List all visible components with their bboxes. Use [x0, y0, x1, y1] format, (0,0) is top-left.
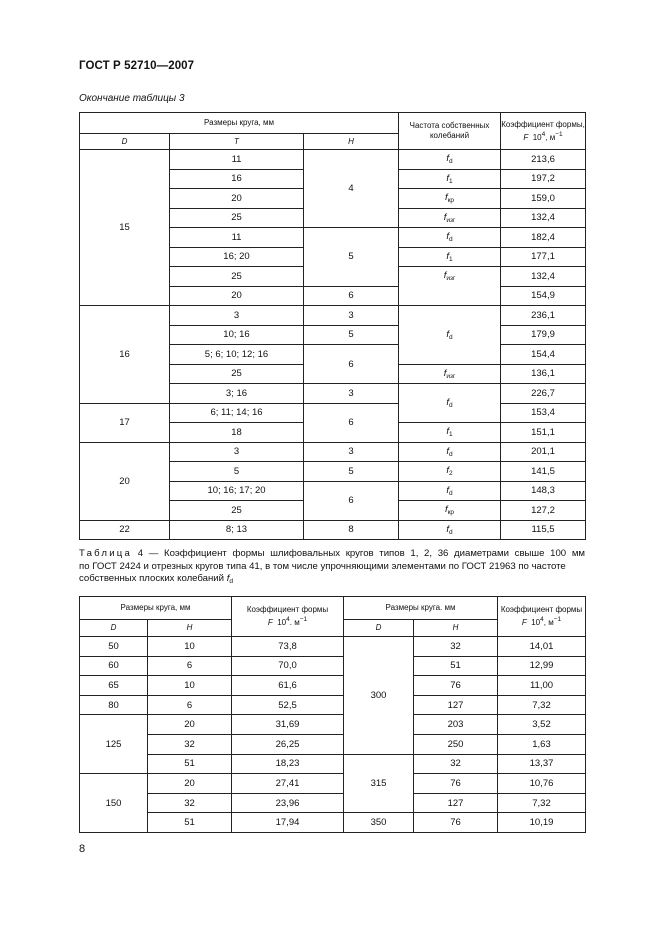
- t4-col-h-left: H: [148, 620, 232, 637]
- t3-freq-cell: $f_d$: [399, 442, 501, 462]
- t4-value-cell-right: 3,52: [498, 715, 586, 735]
- t4-h-cell-right: 76: [414, 676, 498, 696]
- t4-h-cell: 20: [148, 715, 232, 735]
- t3-freq-cell: $f_1$: [399, 169, 501, 189]
- t3-value-cell: 141,5: [501, 462, 586, 482]
- t3-freq-cell: $f_d$: [399, 150, 501, 170]
- t3-h-cell: 6: [304, 403, 399, 442]
- t3-value-cell: 197,2: [501, 169, 586, 189]
- t3-value-cell: 115,5: [501, 520, 586, 540]
- t4-value-cell: 73,8: [232, 637, 344, 657]
- t3-t-cell: 11: [170, 150, 304, 170]
- t4-col-d-left: D: [80, 620, 148, 637]
- table-row: [80, 793, 586, 813]
- t3-freq-cell: $f_d$: [399, 228, 501, 248]
- t3-value-cell: 127,2: [501, 501, 586, 521]
- t3-h-cell: 4: [304, 150, 399, 228]
- t4-value-cell: 23,96: [232, 793, 344, 813]
- t4-value-cell: 26,25: [232, 734, 344, 754]
- t3-freq-cell: $f_1$: [399, 247, 501, 267]
- table-row: [80, 734, 586, 754]
- t3-d-cell: 16: [80, 306, 170, 404]
- t4-h-cell: 6: [148, 656, 232, 676]
- t3-t-cell: 5: [170, 462, 304, 482]
- t4-h-cell-right: 203: [414, 715, 498, 735]
- t4-h-cell: 32: [148, 734, 232, 754]
- t4-h-cell: 20: [148, 774, 232, 794]
- t3-col-d: D: [80, 134, 170, 150]
- t3-t-cell: 25: [170, 267, 304, 287]
- t3-col-t: T: [170, 134, 304, 150]
- t4-value-cell-right: 14,01: [498, 637, 586, 657]
- t3-col-h: H: [304, 134, 399, 150]
- t3-coef-header: Коэффициент формы, F $10^4$, $м^{-1}$: [501, 113, 586, 150]
- t4-value-cell: 27,41: [232, 774, 344, 794]
- t3-group-header: Размеры круга, мм: [80, 113, 399, 134]
- t4-h-cell-right: 51: [414, 656, 498, 676]
- t4-value-cell-right: 11,00: [498, 676, 586, 696]
- t4-d-cell: 50: [80, 637, 148, 657]
- t4-d-cell: 65: [80, 676, 148, 696]
- t3-h-cell: 3: [304, 442, 399, 462]
- t4-value-cell-right: 7,32: [498, 695, 586, 715]
- t3-t-cell: 3: [170, 306, 304, 326]
- t3-t-cell: 6; 11; 14; 16: [170, 403, 304, 423]
- t4-d-cell: 125: [80, 715, 148, 774]
- t3-value-cell: 151,1: [501, 423, 586, 443]
- t3-t-cell: 11: [170, 228, 304, 248]
- t4-d-cell-right: 350: [344, 813, 414, 833]
- t4-value-cell: 61,6: [232, 676, 344, 696]
- t4-h-cell-right: 76: [414, 774, 498, 794]
- t3-t-cell: 10; 16; 17; 20: [170, 481, 304, 501]
- t4-value-cell: 70,0: [232, 656, 344, 676]
- table3-caption: Окончание таблицы 3: [79, 93, 185, 104]
- t4-group-header-left: Размеры круга, мм: [80, 597, 232, 620]
- document-header: ГОСТ Р 52710—2007: [79, 60, 195, 72]
- t4-value-cell: 18,23: [232, 754, 344, 774]
- t3-freq-cell: $f_2$: [399, 462, 501, 482]
- t4-h-cell: 51: [148, 754, 232, 774]
- t3-t-cell: 3; 16: [170, 384, 304, 404]
- t3-value-cell: 236,1: [501, 306, 586, 326]
- t3-t-cell: 20: [170, 286, 304, 306]
- table-3: [79, 112, 586, 540]
- t3-t-cell: 18: [170, 423, 304, 443]
- t4-value-cell-right: 1,63: [498, 734, 586, 754]
- t4-coef-header-left: Коэффициент формы F $10^4$. $м^{-1}$: [232, 597, 344, 637]
- t4-value-cell: 52,5: [232, 695, 344, 715]
- t4-value-cell-right: 10,76: [498, 774, 586, 794]
- t3-t-cell: 3: [170, 442, 304, 462]
- t3-t-cell: 16: [170, 169, 304, 189]
- t3-freq-cell: $f_d$: [399, 481, 501, 501]
- t3-d-cell: 17: [80, 403, 170, 442]
- t4-value-cell-right: 13,37: [498, 754, 586, 774]
- t3-h-cell: 8: [304, 520, 399, 540]
- t3-h-cell: 6: [304, 345, 399, 384]
- t4-d-cell: 80: [80, 695, 148, 715]
- t3-d-cell: 20: [80, 442, 170, 520]
- table-row: [80, 520, 586, 540]
- t4-value-cell: 17,94: [232, 813, 344, 833]
- t4-value-cell-right: 10,19: [498, 813, 586, 833]
- t4-d-cell: 60: [80, 656, 148, 676]
- table-row: [80, 813, 586, 833]
- t3-h-cell: 5: [304, 228, 399, 287]
- t3-value-cell: 132,4: [501, 267, 586, 287]
- t3-t-cell: 10; 16: [170, 325, 304, 345]
- table-4: [79, 596, 586, 833]
- t4-h-cell-right: 76: [414, 813, 498, 833]
- t3-freq-cell: $f_{изг}$: [399, 267, 501, 306]
- t3-value-cell: 177,1: [501, 247, 586, 267]
- t4-h-cell-right: 32: [414, 637, 498, 657]
- t3-freq-cell: $f_{изг}$: [399, 208, 501, 228]
- t3-freq-cell: $f_d$: [399, 306, 501, 365]
- t4-d-cell: 150: [80, 774, 148, 833]
- t4-group-header-right: Размеры круга. мм: [344, 597, 498, 620]
- table-row: [80, 637, 586, 657]
- table-row: [80, 403, 586, 423]
- t3-t-cell: 5; 6; 10; 12; 16: [170, 345, 304, 365]
- t3-value-cell: 213,6: [501, 150, 586, 170]
- t4-coef-header-right: Коэффициент формы F $10^4$, $м^{-1}$: [498, 597, 586, 637]
- t4-value-cell-right: 7,32: [498, 793, 586, 813]
- table-row: [80, 150, 586, 170]
- t3-value-cell: 136,1: [501, 364, 586, 384]
- t3-h-cell: 5: [304, 462, 399, 482]
- table-row: [80, 676, 586, 696]
- t3-freq-cell: $f_d$: [399, 384, 501, 423]
- t3-freq-cell: $f_{изг}$: [399, 364, 501, 384]
- t3-value-cell: 153,4: [501, 403, 586, 423]
- t3-freq-header: Частота собственных колебаний: [399, 113, 501, 150]
- table-row: [80, 306, 586, 326]
- t4-h-cell-right: 32: [414, 754, 498, 774]
- table-row: [80, 695, 586, 715]
- t3-value-cell: 179,9: [501, 325, 586, 345]
- table-row: [80, 774, 586, 794]
- t4-h-cell-right: 127: [414, 695, 498, 715]
- t3-h-cell: 6: [304, 286, 399, 306]
- t4-col-h-right: H: [414, 620, 498, 637]
- t3-t-cell: 25: [170, 208, 304, 228]
- table-row: [80, 442, 586, 462]
- t3-freq-cell: $f_1$: [399, 423, 501, 443]
- t3-value-cell: 148,3: [501, 481, 586, 501]
- t4-col-d-right: D: [344, 620, 414, 637]
- t4-h-cell: 10: [148, 676, 232, 696]
- t3-value-cell: 154,4: [501, 345, 586, 365]
- t3-freq-cell: $f_d$: [399, 520, 501, 540]
- table-row: [80, 715, 586, 735]
- t4-h-cell-right: 250: [414, 734, 498, 754]
- t3-value-cell: 226,7: [501, 384, 586, 404]
- page-number: 8: [79, 843, 86, 855]
- t3-t-cell: 25: [170, 364, 304, 384]
- t3-value-cell: 182,4: [501, 228, 586, 248]
- t4-h-cell: 10: [148, 637, 232, 657]
- t3-t-cell: 20: [170, 189, 304, 209]
- t3-value-cell: 159,0: [501, 189, 586, 209]
- t3-h-cell: 3: [304, 306, 399, 326]
- table4-title: Таблица 4 — Коэффициент формы шлифовальных кругов типов 1, 2, 36 диаметрами свыше 100 мм по ГОСТ 2424 и отрезных кругов типа 41, в том числе упрочняющими элементами по ГОСТ 21963 по частоте собственных плоских колебаний $f_d$: [79, 548, 586, 585]
- t3-value-cell: 201,1: [501, 442, 586, 462]
- t4-value-cell: 31,69: [232, 715, 344, 735]
- t3-h-cell: 6: [304, 481, 399, 520]
- table-row: [80, 656, 586, 676]
- t3-value-cell: 132,4: [501, 208, 586, 228]
- t4-h-cell-right: 127: [414, 793, 498, 813]
- table-row: [80, 754, 586, 774]
- t4-d-cell-right: 300: [344, 637, 414, 755]
- t3-t-cell: 16; 20: [170, 247, 304, 267]
- t3-d-cell: 22: [80, 520, 170, 540]
- t3-h-cell: 5: [304, 325, 399, 345]
- t3-freq-cell: $f_{кр}$: [399, 189, 501, 209]
- t3-d-cell: 15: [80, 150, 170, 306]
- t4-h-cell: 32: [148, 793, 232, 813]
- t4-h-cell: 51: [148, 813, 232, 833]
- t4-h-cell: 6: [148, 695, 232, 715]
- t4-value-cell-right: 12,99: [498, 656, 586, 676]
- t3-h-cell: 3: [304, 384, 399, 404]
- t3-t-cell: 8; 13: [170, 520, 304, 540]
- t3-value-cell: 154,9: [501, 286, 586, 306]
- t4-d-cell-right: 315: [344, 754, 414, 813]
- t3-freq-cell: $f_{кр}$: [399, 501, 501, 521]
- t3-t-cell: 25: [170, 501, 304, 521]
